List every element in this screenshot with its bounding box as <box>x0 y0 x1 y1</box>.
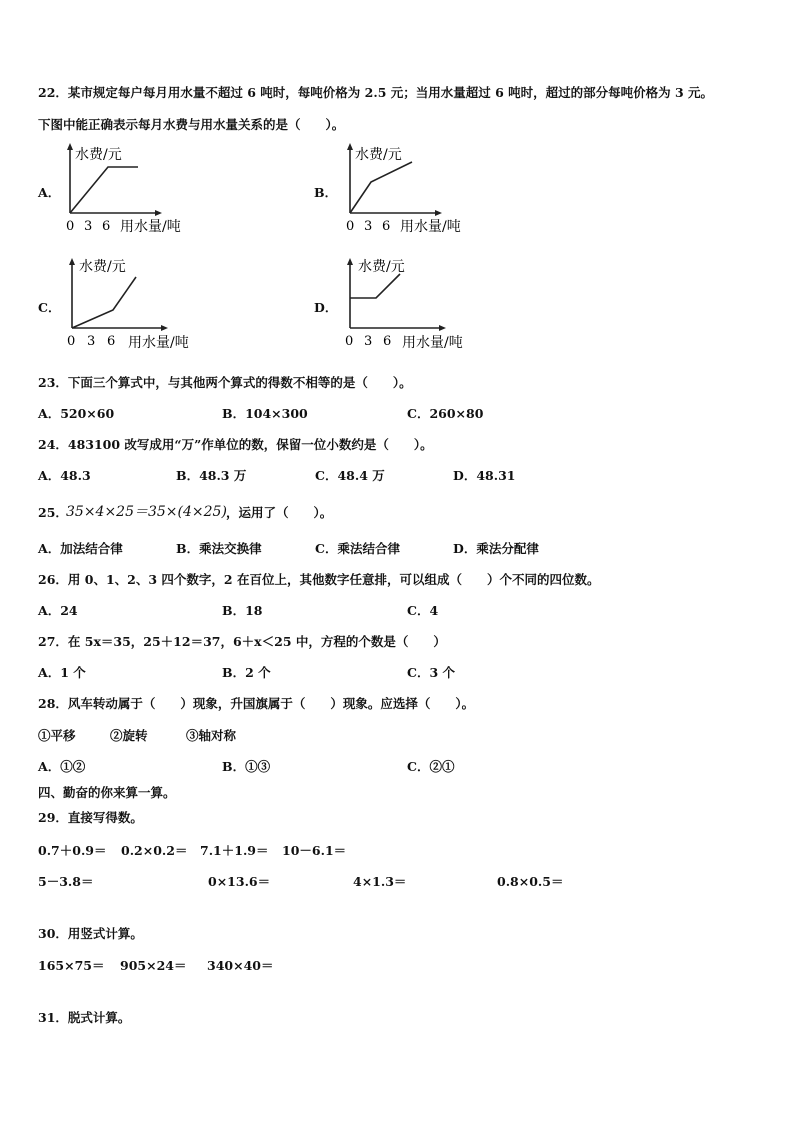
graph-c-x-arrow <box>161 325 168 331</box>
graph-a-label[interactable]: A． <box>38 185 61 200</box>
q29-item-2: 0.2×0.2＝ <box>121 843 188 858</box>
q28-option-b[interactable]: B．①③ <box>222 759 271 774</box>
q27-option-b[interactable]: B．2 个 <box>222 665 271 680</box>
q31-stem: 31．脱式计算。 <box>38 1010 131 1025</box>
q22-stem-line1: 22．某市规定每户每月用水量不超过 6 吨时，每吨价格为 2.5 元；当用水量超过 6 吨时，超过的部分每吨价格为 3 元。 <box>38 85 714 100</box>
graph-c-label[interactable]: C． <box>38 300 61 315</box>
graph-b-x-arrow <box>435 210 442 216</box>
graph-c <box>58 252 218 352</box>
graph-c-xlabel: 用水量/吨 <box>128 335 189 351</box>
graph-a-ylabel: 水费/元 <box>75 147 122 163</box>
graph-d-xlabel: 用水量/吨 <box>402 335 463 351</box>
graph-a-tick-0: 0 <box>66 219 75 234</box>
q25-option-b[interactable]: B．乘法交换律 <box>176 541 262 556</box>
q27-option-a[interactable]: A．1 个 <box>38 665 86 680</box>
graph-a-tick-6: 6 <box>102 219 111 234</box>
graph-c-y-arrow <box>69 258 75 265</box>
q28-option-c[interactable]: C．②① <box>407 759 455 774</box>
q29-item-5: 5－3.8＝ <box>38 874 94 889</box>
q28-choice-3: ③轴对称 <box>186 728 237 743</box>
q24-option-c[interactable]: C．48.4 万 <box>315 468 385 483</box>
graph-b-ylabel: 水费/元 <box>355 147 402 163</box>
q26-option-b[interactable]: B．18 <box>222 603 263 618</box>
graph-d-tick-0: 0 <box>345 334 354 349</box>
q29-item-6: 0×13.6＝ <box>208 874 271 889</box>
graph-d-tick-6: 6 <box>383 334 392 349</box>
q27-option-c[interactable]: C．3 个 <box>407 665 455 680</box>
graph-a-tick-3: 3 <box>84 219 93 234</box>
graph-c-tick-3: 3 <box>87 334 96 349</box>
q28-choice-1: ①平移 <box>38 728 76 743</box>
q24-stem: 24．483100 改写成用“万”作单位的数，保留一位小数约是（ ）。 <box>38 437 433 452</box>
q23-option-c[interactable]: C．260×80 <box>407 406 484 421</box>
q27-stem: 27．在 5x＝35，25＋12＝37，6＋x＜25 中，方程的个数是（ ） <box>38 634 446 649</box>
graph-d-line <box>350 274 400 298</box>
q23-stem: 23．下面三个算式中，与其他两个算式的得数不相等的是（ ）。 <box>38 375 412 390</box>
q26-option-a[interactable]: A．24 <box>38 603 78 618</box>
q28-stem: 28．风车转动属于（ ）现象，升国旗属于（ ）现象。应选择（ ）。 <box>38 696 475 711</box>
q24-option-a[interactable]: A．48.3 <box>38 468 91 483</box>
q24-option-b[interactable]: B．48.3 万 <box>176 468 247 483</box>
graph-b-xlabel: 用水量/吨 <box>400 219 461 235</box>
graph-a-x-arrow <box>155 210 162 216</box>
graph-d-x-arrow <box>439 325 446 331</box>
graph-c-tick-6: 6 <box>107 334 116 349</box>
q30-item-1: 165×75＝ <box>38 958 105 973</box>
q23-option-b[interactable]: B．104×300 <box>222 406 308 421</box>
q30-item-2: 905×24＝ <box>120 958 187 973</box>
q25-formula: 35×4×25＝35×(4×25) <box>66 504 227 520</box>
graph-d-label[interactable]: D． <box>314 300 338 315</box>
graph-b-tick-3: 3 <box>364 219 373 234</box>
graph-b-y-arrow <box>347 143 353 150</box>
q26-stem: 26．用 0、1、2、3 四个数字，2 在百位上，其他数字任意排，可以组成（ ）个不同的四位数。 <box>38 572 600 587</box>
q25-option-d[interactable]: D．乘法分配律 <box>453 541 539 556</box>
graph-c-tick-0: 0 <box>67 334 76 349</box>
q30-stem: 30．用竖式计算。 <box>38 926 143 941</box>
graph-c-ylabel: 水费/元 <box>79 259 126 275</box>
q22-stem-line2: 下图中能正确表示每月水费与用水量关系的是（ ）。 <box>38 117 345 132</box>
graph-c-line <box>72 277 136 328</box>
graph-d-ylabel: 水费/元 <box>358 259 405 275</box>
q25-number: 25． <box>38 505 68 520</box>
graph-b <box>338 140 488 235</box>
q29-item-3: 7.1＋1.9＝ <box>200 843 269 858</box>
graph-d <box>338 252 498 352</box>
q29-item-1: 0.7＋0.9＝ <box>38 843 107 858</box>
q28-option-a[interactable]: A．①② <box>38 759 86 774</box>
q25-option-c[interactable]: C．乘法结合律 <box>315 541 400 556</box>
q29-item-7: 4×1.3＝ <box>353 874 407 889</box>
q23-option-a[interactable]: A．520×60 <box>38 406 115 421</box>
graph-b-tick-6: 6 <box>382 219 391 234</box>
graph-b-label[interactable]: B． <box>314 185 338 200</box>
graph-b-tick-0: 0 <box>346 219 355 234</box>
section-4-heading: 四、勤奋的你来算一算。 <box>38 785 176 800</box>
graph-d-tick-3: 3 <box>364 334 373 349</box>
q29-item-8: 0.8×0.5＝ <box>497 874 564 889</box>
q29-stem: 29．直接写得数。 <box>38 810 143 825</box>
q29-item-4: 10－6.1＝ <box>282 843 347 858</box>
graph-a-xlabel: 用水量/吨 <box>120 219 181 235</box>
q26-option-c[interactable]: C．4 <box>407 603 439 618</box>
graph-a <box>58 140 208 235</box>
graph-d-y-arrow <box>347 258 353 265</box>
q30-item-3: 340×40＝ <box>207 958 274 973</box>
graph-b-line <box>350 162 412 213</box>
q25-option-a[interactable]: A．加法结合律 <box>38 541 123 556</box>
q28-choice-2: ②旋转 <box>110 728 148 743</box>
q25-suffix: ，运用了（ ）。 <box>226 505 333 520</box>
graph-a-line <box>70 167 138 213</box>
graph-a-y-arrow <box>67 143 73 150</box>
q24-option-d[interactable]: D．48.31 <box>453 468 516 483</box>
